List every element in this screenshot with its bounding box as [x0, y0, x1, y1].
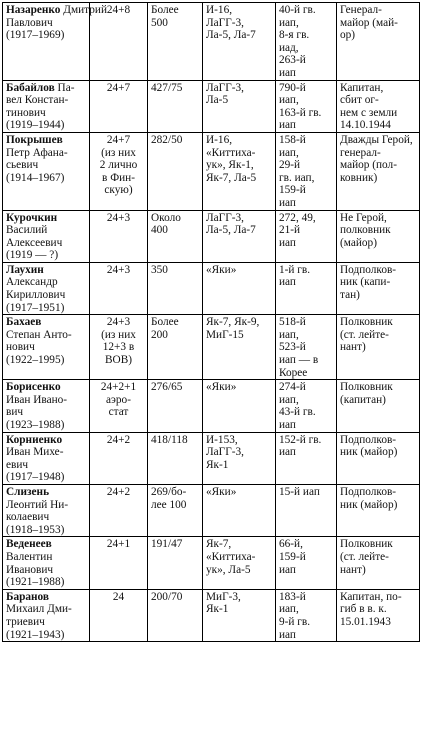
pilot-name-cell — [3, 80, 90, 132]
rank-cell: Генерал- майор (май- ор) — [337, 3, 420, 81]
aircraft-cell: И-16, ЛаГГ-3, Ла-5, Ла-7 — [203, 3, 276, 81]
pilot-surname: Корниенко — [6, 433, 63, 446]
regiment-cell: 790-й иап, 163-й гв. иап — [276, 80, 337, 132]
sorties-battles-cell: 276/65 — [148, 380, 203, 432]
pilot-surname: Бабайлов — [6, 81, 55, 94]
rank-cell: Полковник (капитан) — [337, 380, 420, 432]
victories-cell: 24+7 (из них 2 лично в Фин- скую) — [90, 132, 148, 210]
victories-cell: 24+3 — [90, 210, 148, 262]
aircraft-cell: Як-7, «Киттиха- ук», Ла-5 — [203, 537, 276, 589]
pilot-name-rest: Петр Афана- сьевич (1914–1967) — [6, 146, 68, 184]
pilot-name-rest: Дмитрий Павлович (1917–1969) — [6, 4, 107, 42]
victories-cell: 24+1 — [90, 537, 148, 589]
pilot-name-cell — [3, 537, 90, 589]
pilot-name-rest: Иван Михе- евич (1917–1948) — [6, 446, 65, 484]
victories-cell: 24+7 — [90, 80, 148, 132]
rank-cell: Дважды Герой, генерал- майор (пол- ковник) — [337, 132, 420, 210]
sorties-battles-cell: Более 200 — [148, 315, 203, 380]
pilot-name-rest: Василий Алексеевич (1919 — ?) — [6, 224, 63, 262]
pilot-name-rest: Валентин Иванович (1921–1988) — [6, 550, 65, 589]
pilot-name-cell — [3, 262, 90, 314]
sorties-battles-cell: 269/бо- лее 100 — [148, 484, 203, 536]
table-row — [3, 132, 420, 210]
rank-cell: Полковник (ст. лейте- нант) — [337, 537, 420, 589]
regiment-cell: 272, 49, 21-й иап — [276, 210, 337, 262]
sorties-battles-cell: 418/118 — [148, 432, 203, 484]
regiment-cell: 158-й иап, 29-й гв. иап, 159-й иап — [276, 132, 337, 210]
pilot-name-cell — [3, 484, 90, 536]
pilot-name-cell — [3, 210, 90, 262]
regiment-cell: 40-й гв. иап, 8-я гв. иад, 263-й иап — [276, 3, 337, 81]
pilot-name-cell — [3, 380, 90, 432]
victories-cell: 24 — [90, 589, 148, 641]
table-row — [3, 484, 420, 536]
regiment-cell: 1-й гв. иап — [276, 262, 337, 314]
rank-cell: Подполков- ник (капи- тан) — [337, 262, 420, 314]
pilot-surname: Назаренко — [6, 4, 61, 16]
aircraft-cell: «Яки» — [203, 380, 276, 432]
pilot-name-cell — [3, 432, 90, 484]
sorties-battles-cell: 200/70 — [148, 589, 203, 641]
aircraft-cell: И-16, «Киттиха- ук», Як-1, Як-7, Ла-5 — [203, 132, 276, 210]
pilot-surname: Веденеев — [6, 538, 52, 551]
pilot-name-rest: Александр Кириллович (1917–1951) — [6, 276, 66, 314]
aircraft-cell: «Яки» — [203, 484, 276, 536]
victories-cell: 24+3 (из них 12+3 в ВОВ) — [90, 315, 148, 380]
pilot-name-cell — [3, 315, 90, 380]
sorties-battles-cell: Более 500 — [148, 3, 203, 81]
regiment-cell: 66-й, 159-й иап — [276, 537, 337, 589]
table-row — [3, 432, 420, 484]
aircraft-cell: «Яки» — [203, 262, 276, 314]
pilot-name-rest: Па- вел Констан- тинович (1919–1944) — [6, 81, 75, 132]
pilot-name-rest: Иван Ивано- вич (1923–1988) — [6, 393, 68, 431]
pilot-surname: Покрышев — [6, 133, 63, 146]
pilot-name-cell — [3, 3, 107, 81]
sorties-battles-cell: Около 400 — [148, 210, 203, 262]
table-row — [3, 80, 420, 132]
pilot-surname: Борисенко — [6, 381, 61, 394]
pilot-name-rest: Михаил Дми- триевич (1921–1943) — [6, 603, 72, 641]
pilot-surname: Баранов — [6, 590, 50, 603]
aircraft-cell: ЛаГГ-3, Ла-5 — [203, 80, 276, 132]
victories-cell: 24+2+1 аэро- стат — [90, 380, 148, 432]
rank-cell: Подполков- ник (майор) — [337, 484, 420, 536]
victories-cell: 24+3 — [90, 262, 148, 314]
sorties-battles-cell: 282/50 — [148, 132, 203, 210]
pilot-name-rest: Степан Анто- нович (1922–1995) — [6, 328, 72, 367]
table-row — [3, 537, 420, 589]
victories-cell: 24+2 — [90, 484, 148, 536]
table-row — [3, 3, 420, 81]
pilot-surname: Лаухин — [6, 263, 44, 276]
pilot-name-cell — [3, 132, 90, 210]
pilots-table — [2, 2, 420, 642]
rank-cell: Подполков- ник (майор) — [337, 432, 420, 484]
regiment-cell: 15-й иап — [276, 484, 337, 536]
pilot-name-rest: Леонтий Ни- колаевич (1918–1953) — [6, 498, 69, 536]
regiment-cell: 518-й иап, 523-й иап — в Корее — [276, 315, 337, 380]
victories-cell: 24+8 — [90, 3, 148, 81]
pilot-surname: Бахаев — [6, 316, 42, 329]
sorties-battles-cell: 427/75 — [148, 80, 203, 132]
rank-cell: Капитан, сбит ог- нем с земли 14.10.1944 — [337, 80, 420, 132]
table-row — [3, 589, 420, 641]
rank-cell: Не Герой, полковник (майор) — [337, 210, 420, 262]
pilot-name-cell — [3, 589, 90, 641]
sorties-battles-cell: 350 — [148, 262, 203, 314]
sorties-battles-cell: 191/47 — [148, 537, 203, 589]
aircraft-cell: Як-7, Як-9, МиГ-15 — [203, 315, 276, 380]
regiment-cell: 152-й гв. иап — [276, 432, 337, 484]
table-row — [3, 380, 420, 432]
pilot-surname: Слизень — [6, 485, 50, 498]
aircraft-cell: МиГ-3, Як-1 — [203, 589, 276, 641]
rank-cell: Капитан, по- гиб в в. к. 15.01.1943 — [337, 589, 420, 641]
table-row — [3, 262, 420, 314]
regiment-cell: 183-й иап, 9-й гв. иап — [276, 589, 337, 641]
victories-cell: 24+2 — [90, 432, 148, 484]
aircraft-cell: И-153, ЛаГГ-3, Як-1 — [203, 432, 276, 484]
aircraft-cell: ЛаГГ-3, Ла-5, Ла-7 — [203, 210, 276, 262]
pilot-surname: Курочкин — [6, 211, 58, 224]
regiment-cell: 274-й иап, 43-й гв. иап — [276, 380, 337, 432]
table-row — [3, 210, 420, 262]
table-row — [3, 315, 420, 380]
rank-cell: Полковник (ст. лейте- нант) — [337, 315, 420, 380]
